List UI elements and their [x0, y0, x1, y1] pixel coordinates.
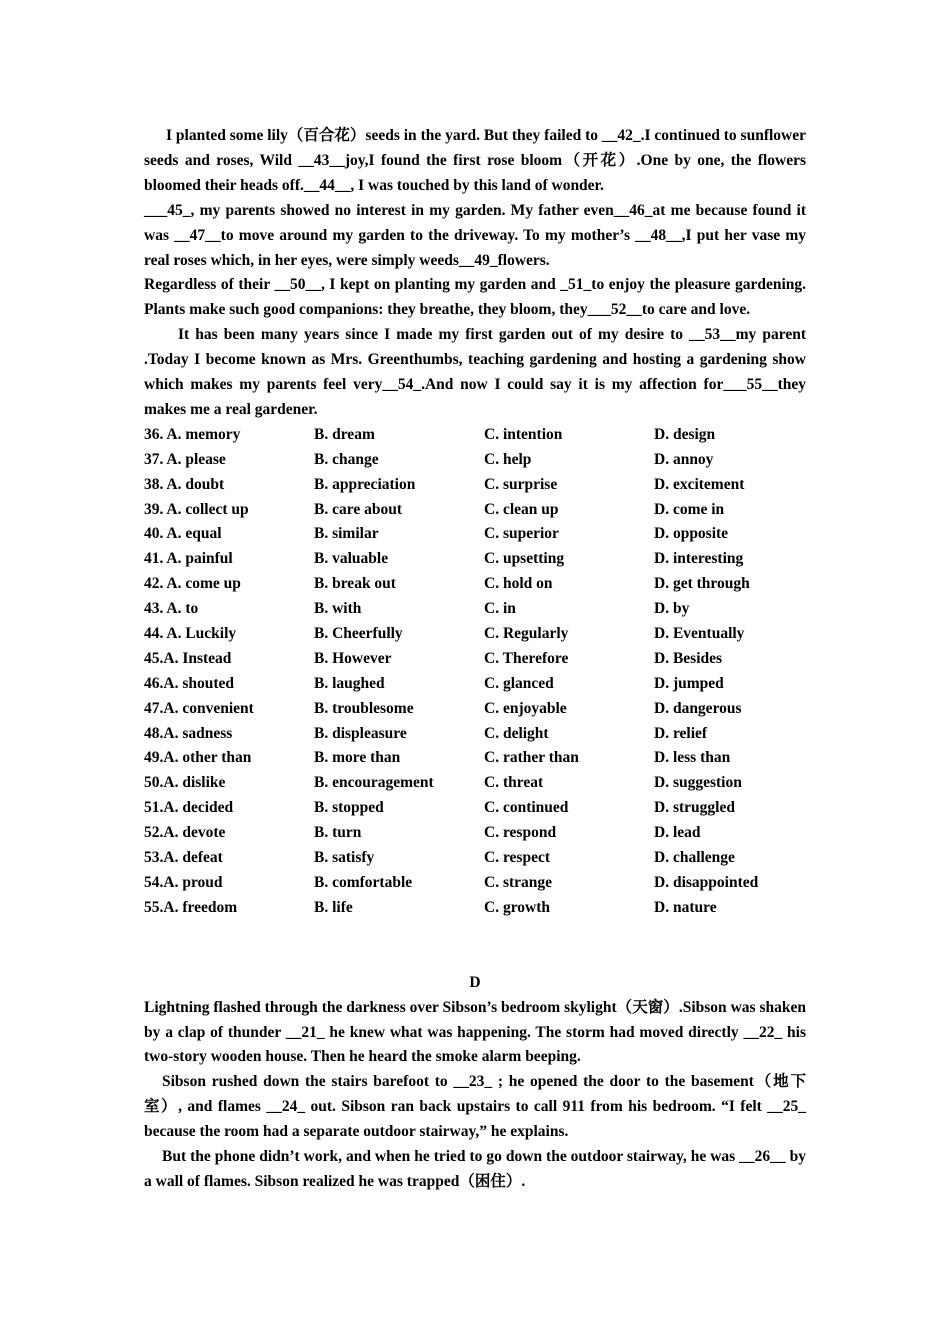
option-b: B. stopped — [314, 799, 384, 817]
option-row — [144, 622, 806, 647]
option-a: 42. A. come up — [144, 575, 241, 593]
option-row — [144, 473, 806, 498]
option-b: B. appreciation — [314, 475, 416, 493]
option-c: C. Therefore — [484, 649, 569, 667]
option-b: B. break out — [314, 575, 396, 593]
option-c: C. delight — [484, 724, 549, 742]
option-row — [144, 896, 806, 921]
option-row — [144, 547, 806, 572]
option-a: 43. A. to — [144, 600, 199, 618]
document-page — [144, 124, 806, 1195]
option-a: 40. A. equal — [144, 525, 222, 543]
option-c: C. respond — [484, 824, 557, 842]
passage-c-paragraph-2: ___45_, my parents showed no interest in my garden. My father even__46_at me because found it was __47__to move around my garden to the driveway. To my mother’s __48__,I put her vase my real roses which, in her eyes, were simply weeds__49_flowers. — [144, 201, 806, 269]
option-c: C. upsetting — [484, 550, 565, 568]
option-a: 46.A. shouted — [144, 674, 235, 692]
option-b: B. troublesome — [314, 699, 414, 717]
option-b: B. comfortable — [314, 873, 413, 891]
option-c: C. enjoyable — [484, 699, 567, 717]
section-heading: D — [469, 973, 481, 991]
option-c: C. surprise — [484, 475, 558, 493]
option-c: C. clean up — [484, 500, 559, 518]
option-a: 55.A. freedom — [144, 898, 238, 916]
option-a: 48.A. sadness — [144, 724, 233, 742]
option-d: D. suggestion — [654, 774, 742, 792]
option-b: B. turn — [314, 824, 362, 842]
option-c: C. threat — [484, 774, 544, 792]
option-b: B. more than — [314, 749, 401, 767]
option-row — [144, 746, 806, 771]
option-b: B. valuable — [314, 550, 389, 568]
option-c: C. growth — [484, 898, 551, 916]
option-a: 36. A. memory — [144, 425, 241, 443]
option-row — [144, 846, 806, 871]
option-row — [144, 722, 806, 747]
option-d: D. relief — [654, 724, 708, 742]
option-b: B. dream — [314, 425, 375, 443]
option-a: 37. A. please — [144, 450, 226, 468]
option-row — [144, 572, 806, 597]
option-d: D. jumped — [654, 674, 724, 692]
passage-d — [144, 971, 806, 1195]
option-d: D. get through — [654, 575, 750, 593]
option-d: D. excitement — [654, 475, 745, 493]
option-b: B. Cheerfully — [314, 625, 403, 642]
option-a: 47.A. convenient — [144, 699, 254, 717]
passage-d-paragraph-2: Sibson rushed down the stairs barefoot to __23_ ; he opened the door to the basement（地下室）, and flames __24_ out. Sibson ran back upstairs to call 911 from his bedroom. “I felt __25_ because the room had a separate outdoor stairway,” he explains. — [144, 1073, 806, 1141]
option-row — [144, 423, 806, 448]
option-a: 50.A. dislike — [144, 774, 226, 792]
option-b: B. with — [314, 600, 362, 618]
option-row — [144, 771, 806, 796]
option-d: D. nature — [654, 898, 717, 916]
option-d: D. design — [654, 425, 716, 443]
option-row — [144, 796, 806, 821]
option-row — [144, 672, 806, 697]
section-gap — [144, 921, 806, 971]
option-c: C. glanced — [484, 674, 554, 692]
option-c: C. Regularly — [484, 625, 569, 642]
option-a: 41. A. painful — [144, 550, 233, 568]
option-row — [144, 597, 806, 622]
options-table — [144, 423, 806, 921]
option-a: 39. A. collect up — [144, 500, 249, 518]
passage-c-paragraph-4: It has been many years since I made my first garden out of my desire to __53__my parent .Today I become known as Mrs. Greenthumbs, teaching gardening and hosting a gardening show which makes my parents feel very__54_.And now I could say it is my affection for___55__they makes me a real gardener. — [144, 326, 806, 418]
passage-d-paragraph-3: But the phone didn’t work, and when he tried to go down the outdoor stairway, he was __26__ by a wall of flames. Sibson realized he was trapped（困住）. — [144, 1148, 806, 1190]
option-a: 54.A. proud — [144, 873, 223, 891]
option-d: D. opposite — [654, 525, 729, 543]
option-b: B. laughed — [314, 674, 385, 692]
option-row — [144, 647, 806, 672]
option-row — [144, 697, 806, 722]
option-c: C. superior — [484, 525, 559, 543]
option-b: B. similar — [314, 525, 379, 543]
option-d: D. struggled — [654, 799, 735, 817]
option-b: B. However — [314, 649, 392, 667]
option-d: D. annoy — [654, 450, 714, 468]
option-a: 45.A. Instead — [144, 649, 232, 667]
option-d: D. lead — [654, 824, 701, 842]
option-d: D. challenge — [654, 849, 735, 867]
option-d: D. dangerous — [654, 699, 742, 717]
option-c: C. continued — [484, 799, 569, 817]
option-d: D. by — [654, 600, 690, 618]
option-c: C. hold on — [484, 575, 553, 593]
option-c: C. intention — [484, 425, 563, 443]
passage-c-paragraph-3: Regardless of their __50__, I kept on planting my garden and _51_to enjoy the pleasure gardening. Plants make such good companions: they breathe, they bloom, they___52__to care and love. — [144, 276, 806, 319]
option-d: D. Eventually — [654, 625, 745, 642]
option-a: 51.A. decided — [144, 799, 234, 817]
option-a: 44. A. Luckily — [144, 625, 237, 642]
option-row — [144, 448, 806, 473]
option-d: D. disappointed — [654, 873, 759, 891]
passage-d-paragraph-1: Lightning flashed through the darkness over Sibson’s bedroom skylight（天窗）.Sibson was shaken by a clap of thunder __21_ he knew what was happening. The storm had moved directly __22_ his two-story wooden house. Then he heard the smoke alarm beeping. — [144, 998, 806, 1066]
option-c: C. rather than — [484, 749, 579, 767]
passage-c-paragraph-1: I planted some lily（百合花）seeds in the yard. But they failed to __42_.I continued to sunflower seeds and roses, Wild __43__joy,I found the first rose bloom（开花）.One by one, the flowers bloomed their heads off.__44__, I was touched by this land of wonder. — [144, 127, 806, 194]
option-a: 49.A. other than — [144, 749, 252, 767]
option-d: D. Besides — [654, 649, 723, 667]
option-b: B. life — [314, 898, 353, 916]
option-row — [144, 522, 806, 547]
option-d: D. interesting — [654, 550, 744, 568]
option-c: C. in — [484, 600, 516, 618]
option-b: B. displeasure — [314, 724, 407, 742]
option-a: 52.A. devote — [144, 824, 226, 842]
option-c: C. help — [484, 450, 532, 468]
option-c: C. strange — [484, 873, 553, 891]
option-a: 53.A. defeat — [144, 849, 223, 867]
passage-c — [144, 124, 806, 423]
option-a: 38. A. doubt — [144, 475, 225, 493]
option-row — [144, 821, 806, 846]
option-c: C. respect — [484, 849, 550, 867]
option-row — [144, 871, 806, 896]
option-b: B. care about — [314, 500, 402, 518]
option-d: D. less than — [654, 749, 731, 767]
option-row — [144, 498, 806, 523]
option-d: D. come in — [654, 500, 725, 518]
option-b: B. encouragement — [314, 774, 434, 792]
option-b: B. satisfy — [314, 849, 375, 867]
option-b: B. change — [314, 450, 379, 468]
